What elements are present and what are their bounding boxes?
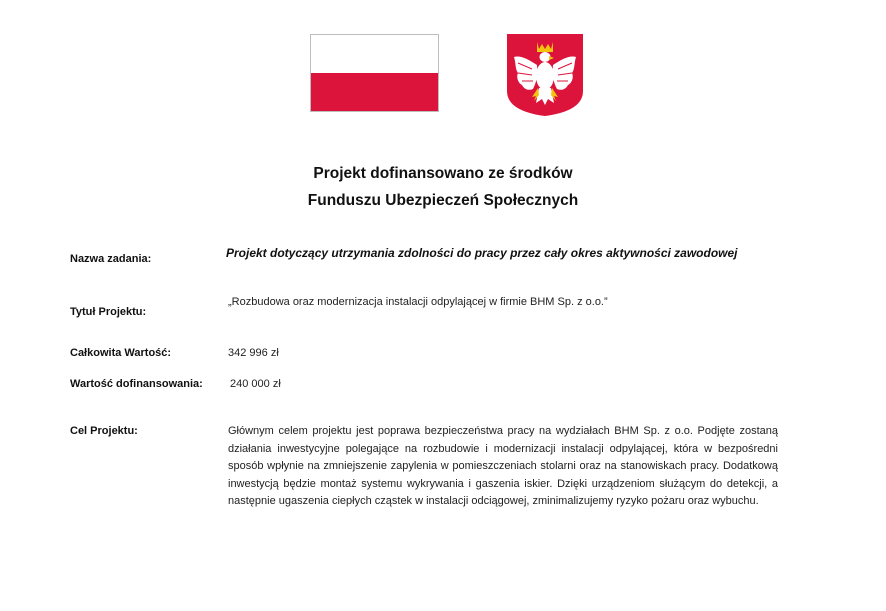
task-name-value: Projekt dotyczący utrzymania zdolności do pracy przez cały okres aktywności zawodowej [226,246,738,260]
flag-red-stripe [311,73,438,111]
funding-value-label: Wartość dofinansowania: [70,378,203,390]
flag-white-stripe [311,35,438,73]
total-value-amount: 342 996 zł [228,347,279,359]
funding-value-amount: 240 000 zł [230,378,281,390]
page-title-line-1: Projekt dofinansowano ze środków [313,165,573,182]
project-title-value: „Rozbudowa oraz modernizacja instalacji odpylającej w firmie BHM Sp. z o.o.” [228,296,608,308]
project-goal-label: Cel Projektu: [70,425,138,437]
page-title-line-2: Funduszu Ubezpieczeń Społecznych [307,192,579,209]
total-value-label: Całkowita Wartość: [70,347,172,359]
polish-flag [310,34,439,112]
polish-eagle-emblem [506,33,584,117]
task-name-label: Nazwa zadania: [70,253,152,265]
project-title-label: Tytuł Projektu: [70,306,147,318]
project-goal-text: Głównym celem projektu jest poprawa bezpieczeństwa pracy na wydziałach BHM Sp. z o.o. Podjęte zostaną działania inwestycyjne polegające na rozbudowie i modernizacji instalacji odpylającej, która w bezpośredni sposób wpłynie na zmniejszenie zapylenia w pomieszczeniach stolarni oraz na stanowiskach pracy. Dodatkową inwestycją będzie montaż systemu wykrywania i gaszenia iskier. Dzięki urządzeniom służącym do detekcji, a następnie ugaszenia ciepłych cząstek w instalacji odciągowej, zminimalizujemy ryzyko pożaru oraz wybuchu. [228,425,778,507]
